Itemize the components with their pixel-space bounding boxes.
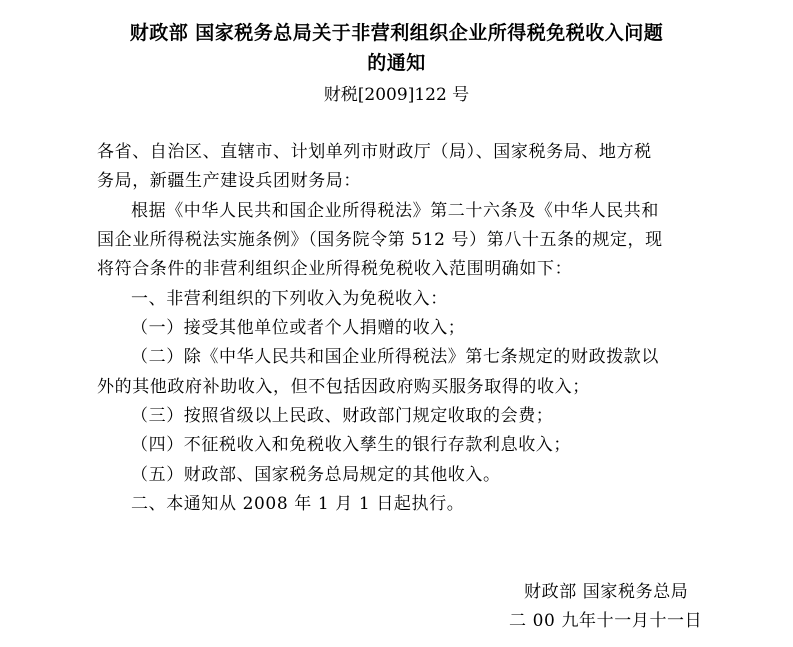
document-number: 财税[2009]122 号 xyxy=(323,85,470,105)
sub-item-5: （五）财政部、国家税务总局规定的其他收入。 xyxy=(131,465,501,485)
item1-heading: 一、非营利组织的下列收入为免税收入： xyxy=(131,289,448,309)
item2: 二、本通知从 2008 年 1 月 1 日起执行。 xyxy=(131,494,465,514)
sub-item-1: （一）接受其他单位或者个人捐赠的收入； xyxy=(131,318,466,338)
sub-item-2-line2: 外的其他政府补助收入，但不包括因政府购买服务取得的收入； xyxy=(97,377,590,397)
issue-date: 二 00 九年十一月十一日 xyxy=(509,611,703,631)
document-title-line2: 的通知 xyxy=(367,52,426,74)
document-title-line1: 财政部 国家税务总局关于非营利组织企业所得税免税收入问题 xyxy=(129,22,664,44)
addressee-line2: 务局，新疆生产建设兵团财务局： xyxy=(97,171,361,191)
addressee-line1: 各省、自治区、直辖市、计划单列市财政厅（局）、国家税务局、地方税 xyxy=(97,142,652,162)
sub-item-2-line1: （二）除《中华人民共和国企业所得税法》第七条规定的财政拨款以 xyxy=(131,347,659,367)
intro-line2: 国企业所得税法实施条例》（国务院令第 512 号）第八十五条的规定，现 xyxy=(97,230,663,250)
intro-line1: 根据《中华人民共和国企业所得税法》第二十六条及《中华人民共和 xyxy=(131,201,659,221)
sub-item-4: （四）不征税收入和免税收入孳生的银行存款利息收入； xyxy=(131,435,571,455)
signature: 财政部 国家税务总局 xyxy=(524,582,689,602)
intro-line3: 将符合条件的非营利组织企业所得税免税收入范围明确如下： xyxy=(97,259,573,279)
sub-item-3: （三）按照省级以上民政、财政部门规定收取的会费； xyxy=(131,406,554,426)
